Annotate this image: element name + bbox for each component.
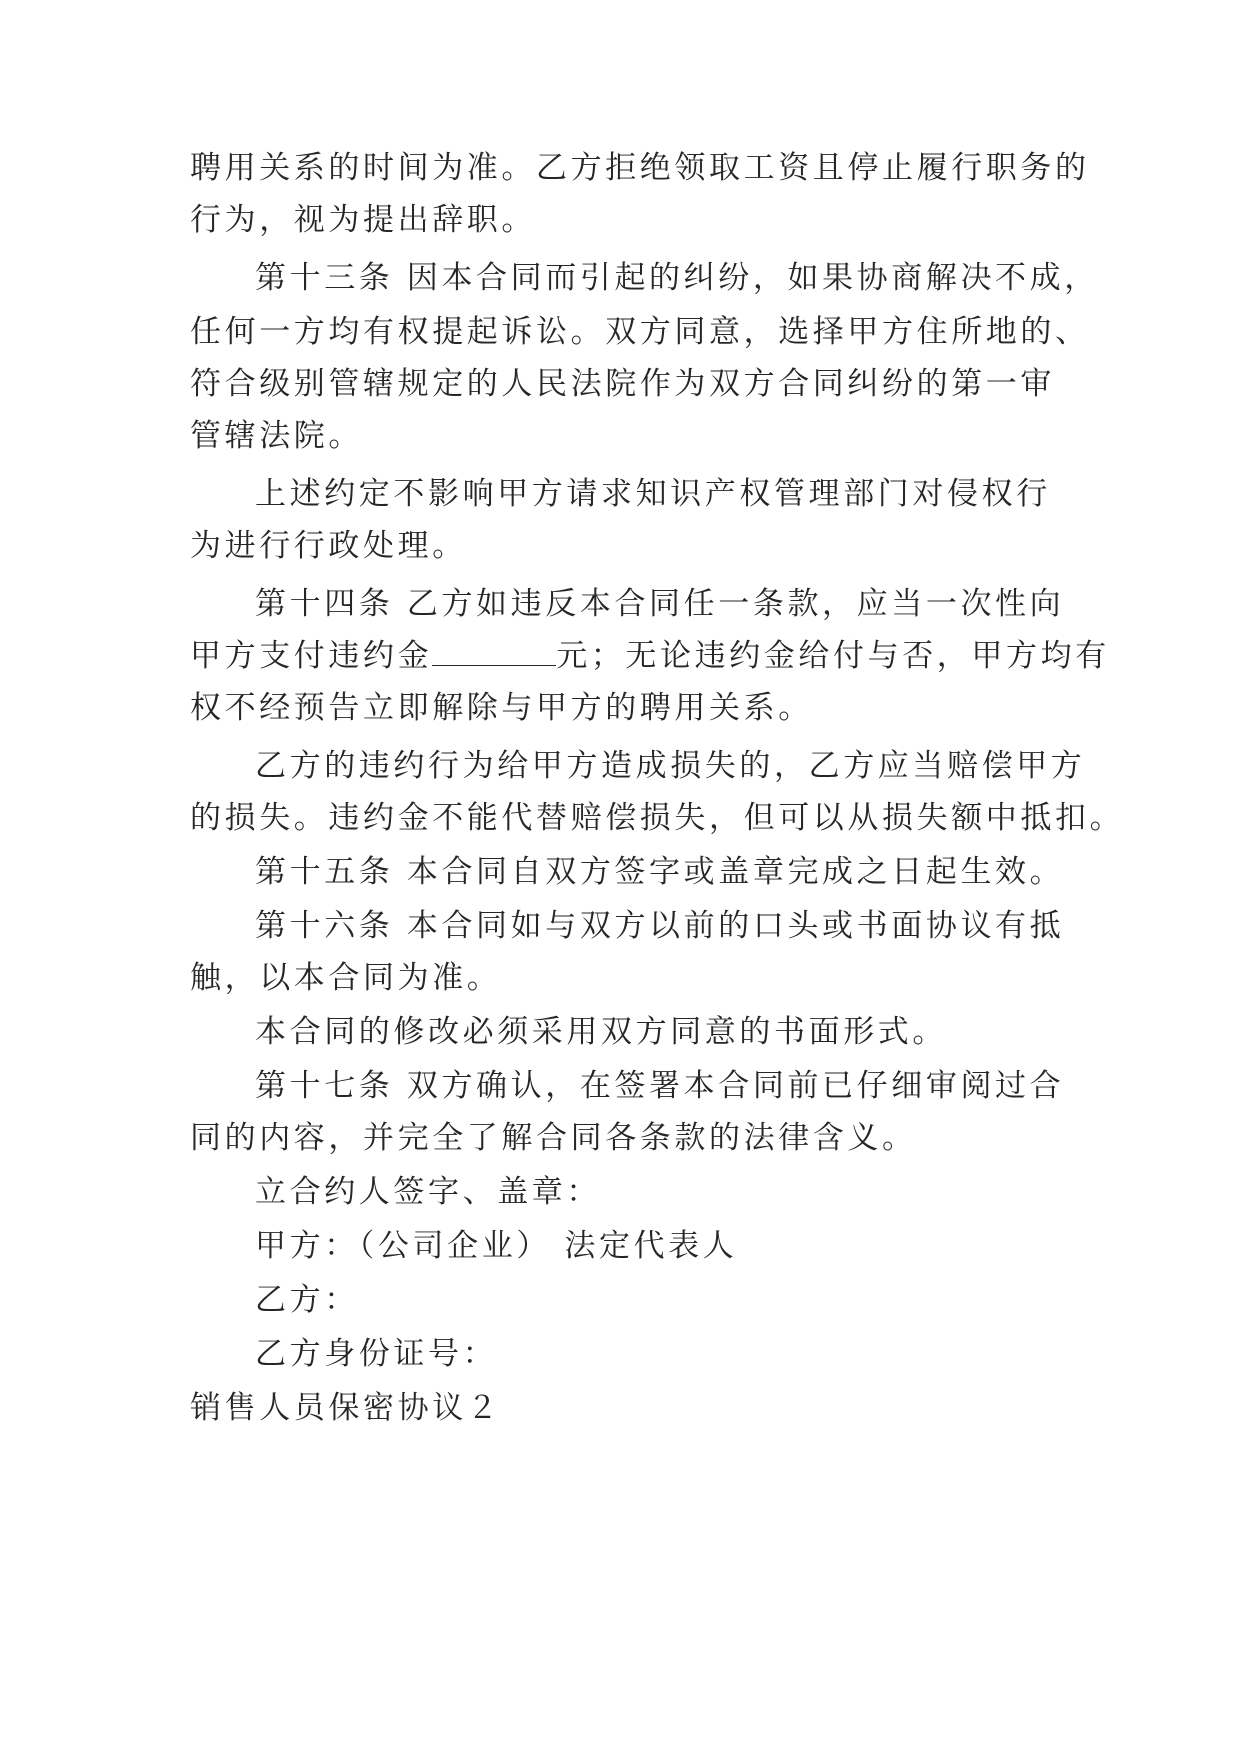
paragraph-line: 的损失。违约金不能代替赔偿损失，但可以从损失额中抵扣。 <box>190 800 1125 836</box>
signature-heading: 立合约人签字、盖章： <box>255 1174 601 1210</box>
article-14-line: 第十四条 乙方如违反本合同任一条款，应当一次性向 <box>255 586 1065 622</box>
paragraph-line: 乙方的违约行为给甲方造成损失的，乙方应当赔偿甲方 <box>255 748 1086 784</box>
paragraph-line: 同的内容，并完全了解合同各条款的法律含义。 <box>190 1120 917 1156</box>
party-b-line: 乙方： <box>255 1282 359 1318</box>
party-a-line: 甲方：（公司企业） 法定代表人 <box>255 1228 738 1264</box>
paragraph-line: 管辖法院。 <box>190 418 363 454</box>
paragraph-line: 上述约定不影响甲方请求知识产权管理部门对侵权行 <box>255 476 1051 512</box>
paragraph-line: 聘用关系的时间为准。乙方拒绝领取工资且停止履行职务的 <box>190 150 1090 186</box>
paragraph-line: 为进行行政处理。 <box>190 528 467 564</box>
paragraph-line: 任何一方均有权提起诉讼。双方同意，选择甲方住所地的、 <box>190 314 1090 350</box>
paragraph-line: 符合级别管辖规定的人民法院作为双方合同纠纷的第一审 <box>190 366 1055 402</box>
article-17-line: 第十七条 双方确认，在签署本合同前已仔细审阅过合 <box>255 1068 1065 1104</box>
paragraph-line: 权不经预告立即解除与甲方的聘用关系。 <box>190 690 813 726</box>
penalty-text-before: 甲方支付违约金 <box>190 638 433 674</box>
section-title: 销售人员保密协议２ <box>190 1390 502 1426</box>
penalty-amount-blank <box>432 639 556 666</box>
party-b-id-line: 乙方身份证号： <box>255 1336 498 1372</box>
paragraph-line: 触，以本合同为准。 <box>190 960 502 996</box>
penalty-text-after: 元；无论违约金给付与否，甲方均有 <box>556 638 1110 674</box>
article-15-line: 第十五条 本合同自双方签字或盖章完成之日起生效。 <box>255 854 1065 890</box>
article-16-line: 第十六条 本合同如与双方以前的口头或书面协议有抵 <box>255 908 1065 944</box>
paragraph-line: 行为，视为提出辞职。 <box>190 202 536 238</box>
paragraph-line: 本合同的修改必须采用双方同意的书面形式。 <box>255 1014 947 1050</box>
article-13-line: 第十三条 因本合同而引起的纠纷，如果协商解决不成， <box>255 260 1099 296</box>
penalty-line <box>190 636 1110 676</box>
